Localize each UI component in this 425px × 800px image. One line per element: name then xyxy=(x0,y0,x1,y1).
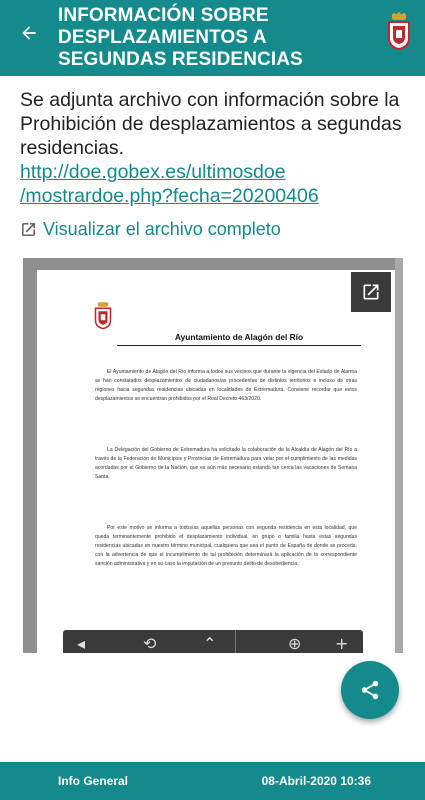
page-nav-icon[interactable]: ◂ xyxy=(77,634,86,653)
pdf-page xyxy=(37,270,395,653)
page-up-icon[interactable]: ⌃ xyxy=(203,634,217,653)
open-external-button[interactable] xyxy=(351,272,391,312)
footer-bar xyxy=(0,762,425,800)
page-title: INFORMACIÓN SOBRE DESPLAZAMIENTOS A SEGUNDAS RESIDENCIAS xyxy=(58,5,303,70)
document-paragraph: El Ayuntamiento de Alagón del Río informa a todos sus vecinos que durante la vigencia del Estado de Alarma se han constatados desplazamientos de ciudadanos/as procedentes de distintos territorios e incluso de otras regiones hacia segundas residencias ubicadas en localidades de Extremadura. Conviene recordar que estos desplazamientos se encuentran prohibidos por el Real Decreto 463/2020. xyxy=(95,369,357,403)
document-paragraph: Por este motivo se informa a todos/as aquellas personas con segunda residencia en esta localidad, que queda terminantemente prohibido el desplazamiento individual, en grupo o familia hasta estas segundas residencias ubicadas en nuestro término municipal, cualquiera que sea el punto de España de donde se proceda, con la advertencia de que el incumplimiento de tal prohibición determinará la aplicación de la correspondiente sanción administrativa y en su caso la imputación de un presunto delito de desobediencia. xyxy=(95,525,357,568)
coat-of-arms-icon xyxy=(387,12,411,50)
rotate-icon[interactable]: ⟲ xyxy=(143,634,157,653)
viewer-scrollbar[interactable] xyxy=(395,258,403,653)
share-button[interactable] xyxy=(341,661,399,719)
view-full-file-link[interactable] xyxy=(20,218,415,240)
pdf-viewer[interactable] xyxy=(23,258,403,653)
article-description: Se adjunta archivo con información sobre la Prohibición de desplazamientos a segundas residencias. xyxy=(20,89,402,159)
view-file-label: Visualizar el archivo completo xyxy=(43,219,281,239)
app-bar xyxy=(0,0,425,76)
pdf-toolbar xyxy=(63,630,363,653)
source-link-line2: /mostrardoe.php?fecha=20200406 xyxy=(20,185,319,207)
article-body xyxy=(20,88,415,240)
back-button[interactable] xyxy=(14,18,44,48)
source-link[interactable] xyxy=(20,160,415,208)
open-in-new-icon xyxy=(361,282,381,302)
document-crest-icon xyxy=(94,300,112,330)
footer-category: Info General xyxy=(58,774,129,788)
document-heading: Ayuntamiento de Alagón del Río xyxy=(117,332,361,346)
document-paragraph: La Delegación del Gobierno de Extremadura ha solicitado la colaboración de la Alcaldía de Alagón del Río a través de la Federación de Municipios y Provincias de Extremadura para velar por el cumplimiento de las medidas acordadas por el Gobierno de la Nación, que es aún más necesario estando tan cerca las vacaciones de Semana Santa. xyxy=(95,447,357,481)
share-icon xyxy=(359,679,381,701)
arrow-back-icon xyxy=(19,23,39,43)
more-icon[interactable]: + xyxy=(335,634,349,653)
source-link-line1: http://doe.gobex.es/ultimosdoe xyxy=(20,161,286,183)
zoom-in-icon[interactable]: ⊕ xyxy=(288,634,302,653)
footer-datetime: 08-Abril-2020 10:36 xyxy=(261,774,371,788)
open-in-new-icon xyxy=(20,221,37,238)
toolbar-divider xyxy=(235,630,236,653)
